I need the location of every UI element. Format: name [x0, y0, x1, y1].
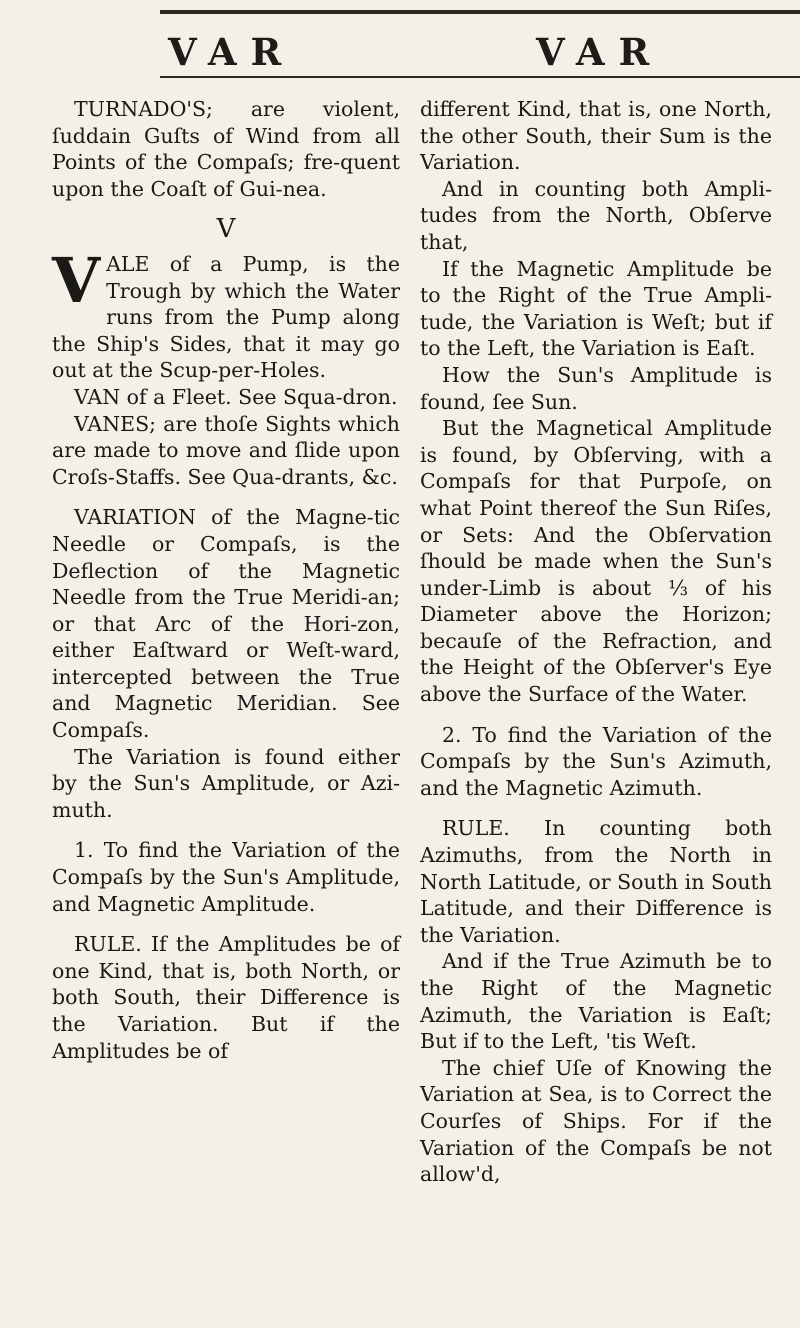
amplitude-counting: And in counting both Ampli-tudes from the North, Obſerve that, [420, 176, 772, 254]
section-letter: V [216, 214, 236, 245]
sun-amplitude-ref: How the Sun's Amplitude is found, ſee Sun. [420, 362, 772, 414]
continued-text: different Kind, that is, one North, the other South, their Sum is the Variation. [420, 97, 772, 175]
entry-vanes: VANES; are thoſe Sights which are made to move and ſlide upon Croſs-Staffs. See Qua-drants, &c. [52, 411, 400, 489]
amplitude-rule: If the Magnetic Amplitude be to the Right of the True Ampli-tude, the Variation is Weſt; but if to the Left, the Variation is Eaſt. [420, 256, 772, 361]
entry-variation: VARIATION of the Magne-tic Needle or Compaſs, is the Deflection of the Magnetic Needle from the True Meridi-an; or that Arc of the Hori-zon, either Eaſtward or Weſt-ward, intercepted between the True and Magnetic Meridian. See Compaſs. [52, 505, 400, 743]
rule-2: RULE. In counting both Azimuths, from the North in North Latitude, or South in South Latitude, and their Difference is the Variation. [420, 816, 772, 947]
entry-turnados: TURNADO'S; are violent, ſuddain Guſts of Wind from all Points of the Compaſs; fre-quent upon the Coaſt of Gui-nea. [52, 97, 400, 201]
entry-vale [52, 243, 400, 384]
problem-2-heading: 2. To find the Variation of the Compaſs by the Sun's Azimuth, and the Magnetic Azimuth. [420, 722, 772, 800]
variation-found: The Variation is found either by the Sun's Amplitude, or Azi-muth. [52, 744, 400, 822]
entry-van: VAN of a Fleet. See Squa-dron. [74, 384, 398, 409]
right-column [420, 96, 772, 1188]
rule-1: RULE. If the Amplitudes be of one Kind, that is, both North, or both South, their Difference is the Variation. But if the Amplitudes be of [52, 932, 400, 1063]
azimuth-rule: And if the True Azimuth be to the Right of the Magnetic Azimuth, the Variation is Eaſt; But if to the Left, 'tis Weſt. [420, 949, 772, 1054]
entry-vale-text: ALE of a Pump, is the Trough by which the Water runs from the Pump along the Ship's Sides, that it may go out at the Scup-per-Holes. [52, 251, 400, 383]
running-head-right: VAR [536, 30, 664, 74]
problem-1-heading: 1. To find the Variation of the Compaſs by the Sun's Amplitude, and Magnetic Amplitude. [52, 838, 400, 916]
head-rule [160, 76, 800, 78]
top-rule [160, 10, 800, 14]
magnetical-amplitude: But the Magnetical Amplitude is found, by Obſerving, with a Compaſs for that Purpoſe, on what Point thereof the Sun Riſes, or Sets: And the Obſervation ſhould be made when the Sun's under-Limb is about ⅓ of his Diameter above the Horizon; becauſe of the Refraction, and the Height of the Obſerver's Eye above the Surface of the Water. [420, 416, 772, 707]
left-column [52, 96, 400, 1064]
chief-use: The chief Uſe of Knowing the Variation at Sea, is to Correct the Courſes of Ships. For if the Variation of the Compaſs be not allow'd, [420, 1055, 772, 1187]
running-head-left: VAR [168, 30, 296, 74]
drop-cap: V [52, 243, 101, 317]
